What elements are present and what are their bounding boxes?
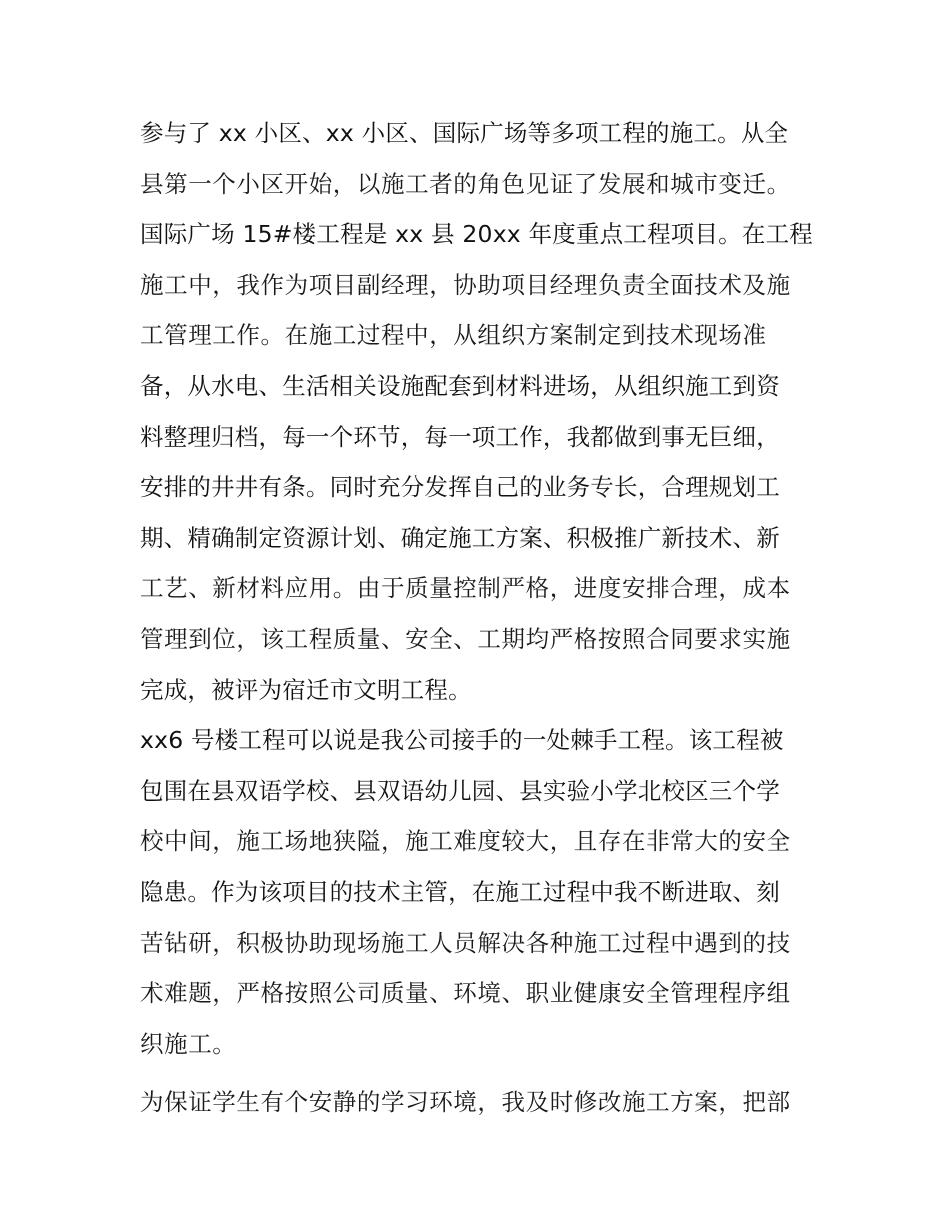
text-line: xx6 号楼工程可以说是我公司接手的一处棘手工程。该工程被	[140, 726, 784, 755]
text-line: 期、精确制定资源计划、确定施工方案、积极推广新技术、新	[140, 523, 780, 552]
paragraph-gap	[140, 1069, 812, 1077]
text-line: 隐患。作为该项目的技术主管，在施工过程中我不断进取、刻	[140, 877, 780, 906]
text-line: 料整理归档，每一个环节，每一项工作，我都做到事无巨细，	[140, 422, 780, 451]
text-line: 管理到位，该工程质量、安全、工期均严格按照合同要求实施	[140, 624, 791, 653]
text-line: 校中间，施工场地狭隘，施工难度较大，且存在非常大的安全	[140, 827, 791, 856]
text-line: 苦钻研，积极协助现场施工人员解决各种施工过程中遇到的技	[140, 928, 791, 957]
text-line: 备，从水电、生活相关设施配套到材料进场，从组织施工到资	[140, 371, 780, 400]
text-line: 织施工。	[140, 1029, 237, 1058]
text-line: 国际广场 15#楼工程是 xx 县 20xx 年度重点工程项目。在工程	[140, 220, 813, 249]
text-line: 为保证学生有个安静的学习环境，我及时修改施工方案，把部	[140, 1088, 791, 1117]
text-line: 县第一个小区开始，以施工者的角色见证了发展和城市变迁。	[140, 169, 791, 198]
text-line: 参与了 xx 小区、xx 小区、国际广场等多项工程的施工。从全	[140, 119, 789, 147]
text-line: 完成，被评为宿迁市文明工程。	[140, 675, 472, 704]
text-line: 工艺、新材料应用。由于质量控制严格，进度安排合理，成本	[140, 574, 791, 603]
text-line: 术难题，严格按照公司质量、环境、职业健康安全管理程序组	[140, 979, 791, 1008]
text-line: 施工中，我作为项目副经理，协助项目经理负责全面技术及施	[140, 270, 791, 299]
text-line: 安排的井井有条。同时充分发挥自己的业务专长，合理规划工	[140, 473, 780, 502]
body-text	[140, 108, 812, 1128]
text-line: 包围在县双语学校、县双语幼儿园、县实验小学北校区三个学	[140, 776, 780, 805]
text-line: 工管理工作。在施工过程中，从组织方案制定到技术现场准	[140, 321, 767, 350]
